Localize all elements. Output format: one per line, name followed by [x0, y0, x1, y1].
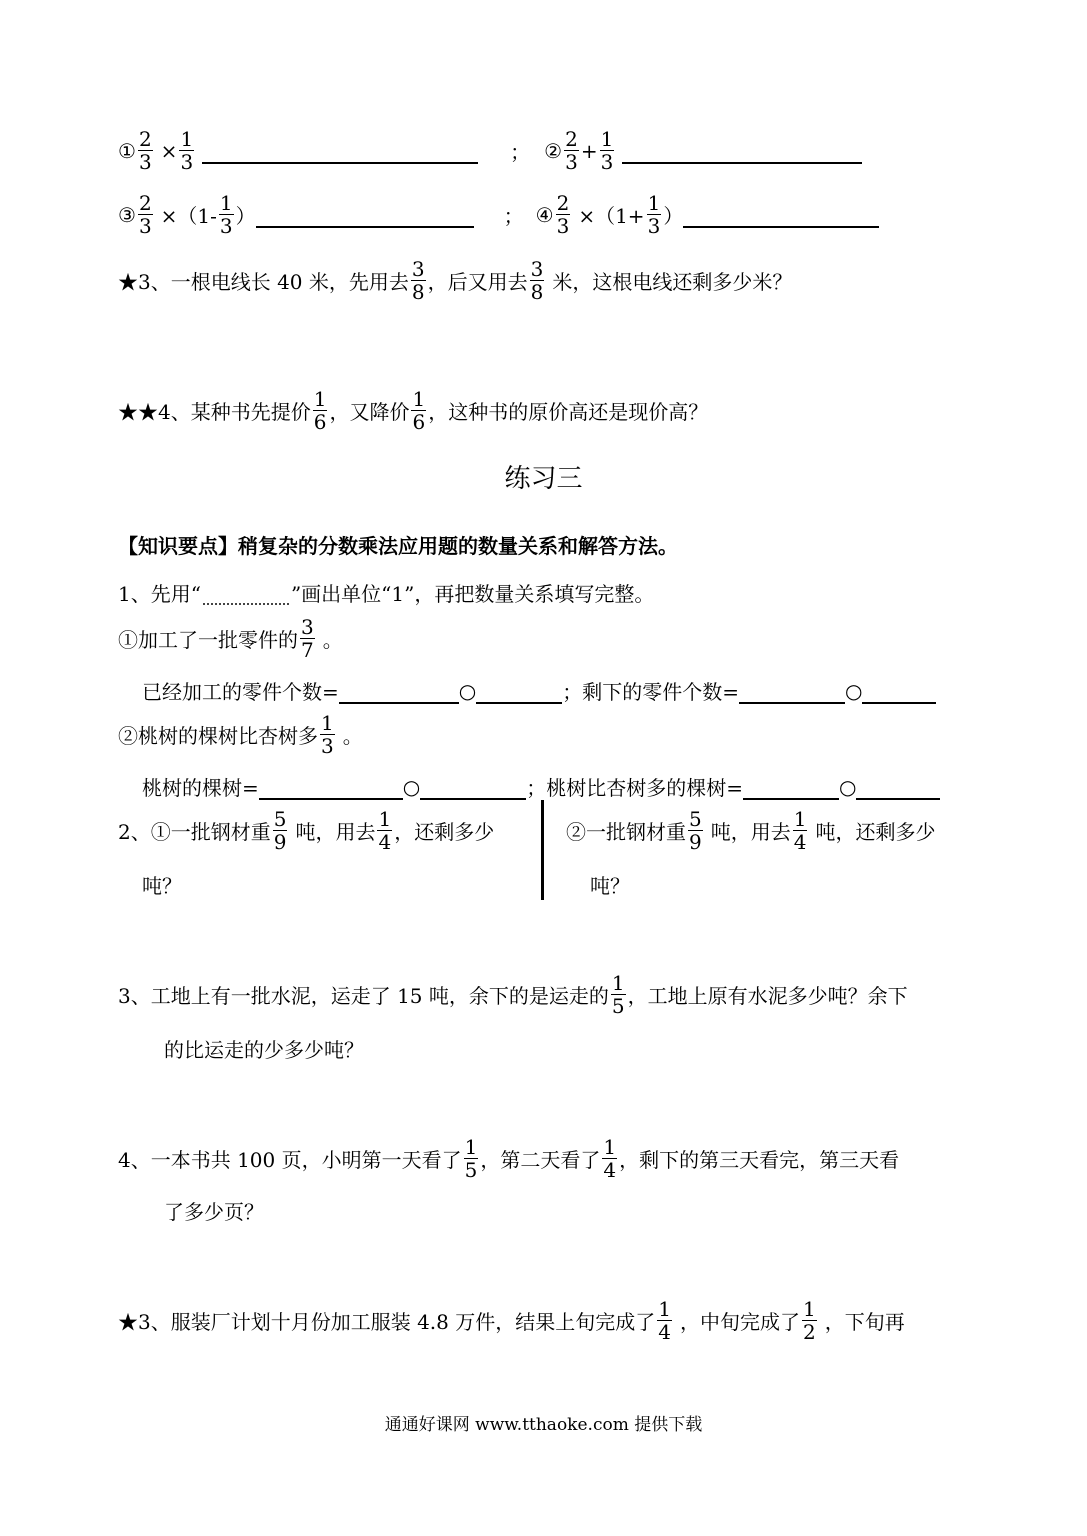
fraction: $\frac{5}{9}$ — [689, 807, 702, 854]
question-text: ，剩下的第三天看完，第三天看 — [619, 1148, 900, 1172]
fraction: $\frac{3}{8}$ — [411, 257, 425, 304]
problem-1 — [118, 578, 654, 607]
label-4: ④ — [535, 202, 554, 227]
answer-blank[interactable] — [683, 202, 879, 228]
problem-2-left-cont — [142, 870, 182, 899]
fill-label: ；桃树比杏树多的棵树= — [526, 776, 743, 800]
label-3: ③ — [118, 202, 136, 227]
question-text: 4、一本书共 100 页，小明第一天看了 — [118, 1148, 462, 1172]
fraction: $\frac{1}{5}$ — [464, 1135, 478, 1182]
question-text: 米，这根电线还剩多少米？ — [552, 270, 793, 294]
knowledge-label: 【知识要点】 — [118, 534, 238, 558]
question-text: ②桃树的棵树比杏树多 — [118, 724, 318, 748]
fraction: $\frac{5}{9}$ — [273, 807, 287, 854]
answer-blank[interactable] — [739, 678, 845, 704]
column-divider — [541, 800, 544, 900]
fraction: $\frac{1}{3}$ — [647, 191, 661, 238]
fraction: $\frac{2}{3}$ — [138, 127, 152, 174]
question-text: 。 — [322, 628, 343, 652]
problem-3 — [118, 972, 908, 1017]
fraction: $\frac{2}{3}$ — [565, 127, 578, 174]
question-text: ，又降价 — [329, 400, 410, 424]
question-text: 吨，用去 — [295, 820, 376, 844]
question-text: ，下旬再 — [824, 1310, 905, 1334]
operator-circle[interactable]: ○ — [458, 678, 477, 703]
fraction: $\frac{1}{3}$ — [180, 127, 194, 174]
question-text: 。 — [342, 724, 363, 748]
close-paren: ） — [235, 204, 256, 228]
knowledge-text: 稍复杂的分数乘法应用题的数量关系和解答方法。 — [238, 534, 678, 558]
question-text: ★3、服装厂计划十月份加工服装 4.8 万件，结果上旬完成了 — [118, 1310, 656, 1334]
problem-2-left — [118, 808, 494, 853]
question-3 — [118, 258, 792, 303]
question-text: ，还剩多少 — [394, 820, 495, 844]
question-text: ★3、一根电线长 40 米，先用去 — [118, 270, 409, 294]
separator: ； — [510, 140, 531, 164]
fraction: $\frac{1}{5}$ — [611, 971, 625, 1018]
answer-blank[interactable] — [862, 678, 936, 704]
question-4 — [118, 388, 708, 433]
answer-blank[interactable] — [256, 202, 474, 228]
problem-3-cont — [164, 1034, 364, 1063]
fraction: $\frac{3}{7}$ — [301, 615, 314, 662]
problem-1a-fill — [142, 676, 936, 705]
fraction: $\frac{1}{3}$ — [321, 711, 334, 758]
question-text: ①加工了一批零件的 — [118, 628, 298, 652]
knowledge-point — [118, 530, 678, 559]
answer-blank[interactable] — [420, 774, 526, 800]
fraction: $\frac{2}{3}$ — [138, 191, 152, 238]
problem-5 — [118, 1298, 905, 1343]
answer-blank[interactable] — [476, 678, 562, 704]
question-text: 2、①一批钢材重 — [118, 820, 271, 844]
operator: × — [160, 138, 178, 163]
fraction: $\frac{1}{6}$ — [412, 387, 426, 434]
question-text: ，后又用去 — [427, 270, 528, 294]
operator-circle[interactable]: ○ — [402, 774, 421, 799]
answer-blank[interactable] — [202, 138, 478, 164]
label-1: ① — [118, 138, 136, 163]
question-text: 吨，用去 — [710, 820, 791, 844]
answer-blank[interactable] — [259, 774, 403, 800]
fraction: $\frac{1}{4}$ — [793, 807, 807, 854]
page-footer: 通通好课网 www.tthaoke.com 提供下载 — [384, 1415, 703, 1435]
question-text: ，中旬完成了 — [679, 1310, 800, 1334]
question-text: ，这种书的原价高还是现价高？ — [428, 400, 709, 424]
operator-circle[interactable]: ○ — [844, 678, 863, 703]
expr-row-1 — [118, 128, 862, 173]
fraction: $\frac{1}{4}$ — [378, 807, 392, 854]
fraction: $\frac{1}{3}$ — [219, 191, 233, 238]
wavy-line-mark — [203, 581, 289, 605]
question-text: 吨，还剩多少 — [815, 820, 936, 844]
fraction: $\frac{1}{3}$ — [600, 127, 614, 174]
operator: + — [580, 138, 598, 163]
label-2: ② — [544, 138, 563, 163]
separator: ； — [503, 204, 524, 228]
close-paren: ） — [663, 204, 684, 228]
expr-row-2 — [118, 192, 879, 237]
fraction: $\frac{1}{2}$ — [802, 1297, 816, 1344]
problem-1b — [118, 712, 363, 757]
question-text: 吨？ — [142, 874, 182, 898]
answer-blank[interactable] — [856, 774, 940, 800]
fill-label: ；剩下的零件个数= — [562, 680, 739, 704]
problem-4 — [118, 1136, 899, 1181]
question-text: ，第二天看了 — [480, 1148, 601, 1172]
question-text: ★★4、某种书先提价 — [118, 400, 311, 424]
fill-label: 桃树的棵树= — [142, 776, 259, 800]
fraction: $\frac{1}{6}$ — [313, 387, 327, 434]
problem-2-right — [566, 808, 935, 853]
question-text: 3、工地上有一批水泥，运走了 15 吨，余下的是运走的 — [118, 984, 609, 1008]
operator: ×（1+ — [578, 204, 645, 228]
question-text: 了多少页？ — [164, 1200, 264, 1224]
answer-blank[interactable] — [339, 678, 459, 704]
operator: ×（1- — [160, 204, 217, 228]
problem-1b-fill — [142, 772, 940, 801]
problem-4-cont — [164, 1196, 264, 1225]
problem-2-right-cont — [590, 870, 630, 899]
question-text: ②一批钢材重 — [566, 820, 686, 844]
fraction: $\frac{3}{8}$ — [530, 257, 544, 304]
section-title: 练习三 — [504, 464, 583, 494]
answer-blank[interactable] — [622, 138, 862, 164]
question-text: ，工地上原有水泥多少吨？余下 — [627, 984, 908, 1008]
fill-label: 已经加工的零件个数= — [142, 680, 339, 704]
question-text: ”画出单位“1”，再把数量关系填写完整。 — [290, 582, 655, 606]
fraction: $\frac{2}{3}$ — [556, 191, 570, 238]
answer-blank[interactable] — [743, 774, 839, 800]
question-text: 1、先用“ — [118, 582, 201, 606]
question-text: 的比运走的少多少吨？ — [164, 1038, 364, 1062]
operator-circle[interactable]: ○ — [838, 774, 857, 799]
question-text: 吨？ — [590, 874, 630, 898]
problem-1a — [118, 616, 343, 661]
fraction: $\frac{1}{4}$ — [658, 1297, 671, 1344]
fraction: $\frac{1}{4}$ — [603, 1135, 617, 1182]
